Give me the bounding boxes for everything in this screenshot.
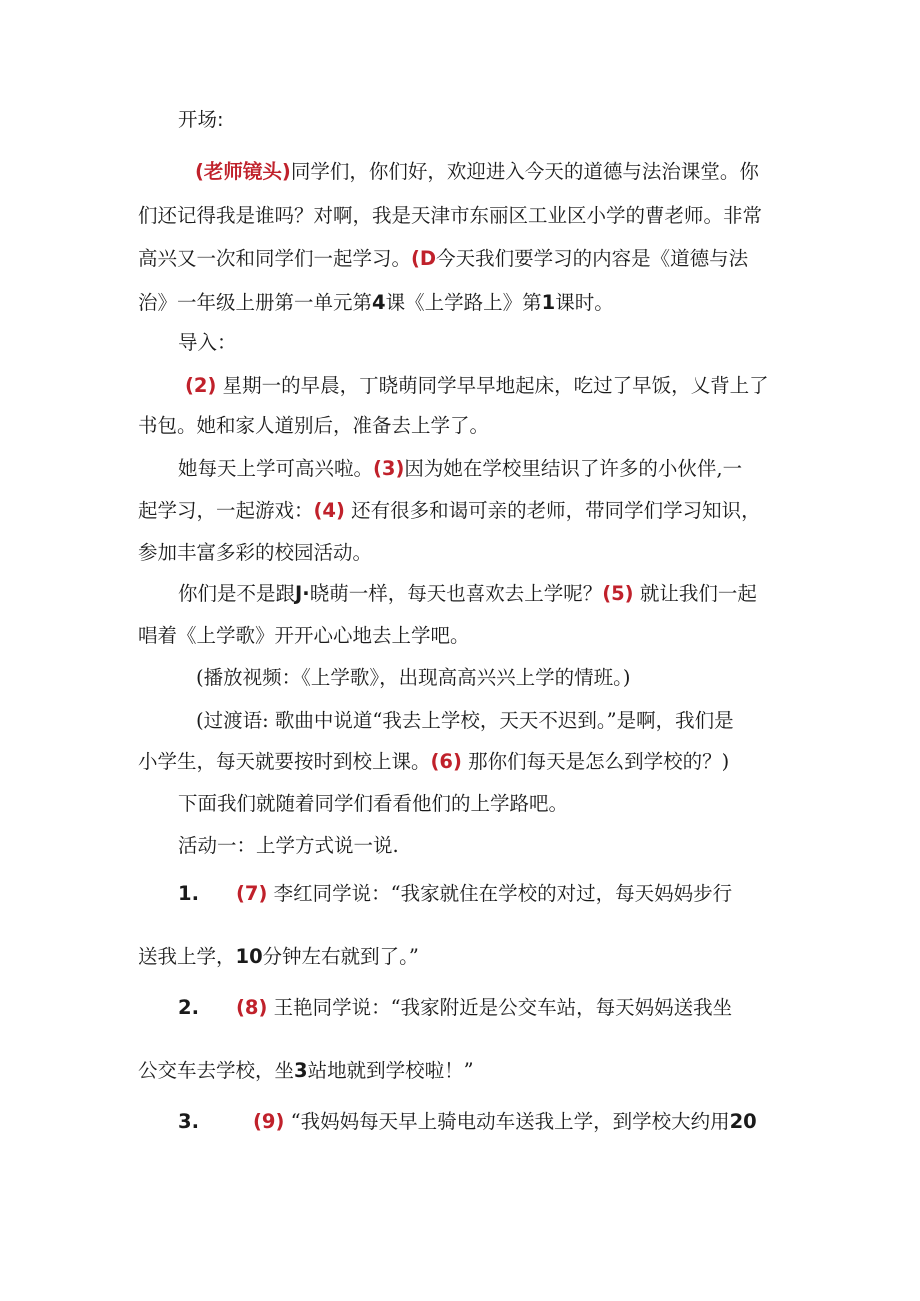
section-heading: 开场: bbox=[178, 108, 224, 131]
text-span: 课《上学路上》第 bbox=[385, 291, 542, 314]
text-span: 你们是不是跟 bbox=[178, 582, 296, 605]
number-span: 1 bbox=[541, 291, 556, 314]
text-span: 她每天上学可高兴啦。 bbox=[178, 457, 374, 480]
list-item-continuation bbox=[138, 1057, 474, 1085]
cue-marker: (6) bbox=[430, 750, 462, 773]
cue-marker: (D bbox=[411, 247, 437, 270]
list-item bbox=[253, 1108, 757, 1136]
text-span: 今天我们要学习的内容是《道德与法 bbox=[436, 247, 749, 270]
activity-heading: 活动一：上学方式说一说. bbox=[178, 834, 399, 857]
number-span: 10 bbox=[235, 945, 263, 968]
number-span: 4 bbox=[372, 291, 386, 314]
text-span: 送我上学， bbox=[138, 945, 236, 968]
text-span: 王艳同学说：“我家附近是公交车站，每天妈妈送我坐 bbox=[273, 996, 733, 1019]
text-span: 还有很多和谒可亲的老师，带同学们学习知识， bbox=[351, 499, 761, 522]
number-span: 3 bbox=[294, 1059, 308, 1082]
cue-marker: (3) bbox=[373, 457, 405, 480]
list-number: 2. bbox=[178, 996, 199, 1019]
paragraph-line: (过渡语: 歌曲中说道“我去上学校，天天不迟到。”是啊，我们是 bbox=[196, 709, 734, 732]
text-span: 就让我们一起 bbox=[639, 582, 757, 605]
paragraph-line bbox=[185, 372, 769, 400]
text-span: 分钟左右就到了。” bbox=[262, 945, 419, 968]
text-span: 公交车去学校，坐 bbox=[138, 1059, 295, 1082]
paragraph-line bbox=[138, 748, 729, 776]
paragraph-line: 们还记得我是谁吗？对啊，我是天津市东丽区工业区小学的曹老师。非常 bbox=[138, 204, 763, 227]
cue-marker: (9) bbox=[253, 1110, 285, 1133]
paragraph-line bbox=[138, 245, 748, 273]
paragraph-line: 参加丰富多彩的校园活动。 bbox=[138, 541, 373, 564]
cue-marker: (4) bbox=[313, 499, 345, 522]
text-span: 站地就到学校啦！” bbox=[307, 1059, 474, 1082]
list-item-continuation bbox=[138, 943, 419, 971]
list-item bbox=[236, 994, 732, 1022]
text-span: 晓萌一样，每天也喜欢去上学呢？ bbox=[309, 582, 603, 605]
text-span: 那你们每天是怎么到学校的？) bbox=[468, 750, 730, 773]
paragraph-line: (播放视频：《上学歌》，出现高高兴兴上学的情班。) bbox=[196, 666, 631, 689]
cue-marker: (8) bbox=[236, 996, 268, 1019]
text-span: J· bbox=[295, 582, 310, 605]
paragraph-line bbox=[138, 289, 614, 317]
list-number: 1. bbox=[178, 882, 199, 905]
cue-marker: (5) bbox=[602, 582, 634, 605]
paragraph-line bbox=[178, 580, 757, 608]
text-span: 李红同学说：“我家就住在学校的对过，每天妈妈步行 bbox=[273, 882, 733, 905]
text-span: 因为她在学校里结识了许多的小伙伴,一 bbox=[404, 457, 743, 480]
paragraph-line bbox=[178, 455, 742, 483]
paragraph-line bbox=[195, 158, 759, 186]
cue-marker: (7) bbox=[236, 882, 268, 905]
list-item bbox=[236, 880, 732, 908]
intro-label: 导入： bbox=[178, 331, 237, 354]
paragraph-line bbox=[138, 497, 761, 525]
text-span: 治》一年级上册第一单元第 bbox=[138, 291, 373, 314]
text-span: 小学生，每天就要按时到校上课。 bbox=[138, 750, 431, 773]
cue-marker: (老师镜头) bbox=[195, 160, 291, 183]
text-span: 课时。 bbox=[555, 291, 614, 314]
text-span: 高兴又一次和同学们一起学习。 bbox=[138, 247, 412, 270]
list-number: 3. bbox=[178, 1110, 199, 1133]
paragraph-line: 书包。她和家人道别后，准备去上学了。 bbox=[138, 414, 490, 437]
text-span: 星期一的早晨，丁晓萌同学早早地起床，吃过了早饭，乂背上了 bbox=[222, 374, 769, 397]
text-span: 起学习，一起游戏： bbox=[138, 499, 314, 522]
paragraph-line: 唱着《上学歌》开开心心地去上学吧。 bbox=[138, 624, 470, 647]
cue-marker: (2) bbox=[185, 374, 217, 397]
text-span: 同学们，你们好，欢迎进入今天的道德与法治课堂。你 bbox=[290, 160, 759, 183]
text-span: “我妈妈每天早上骑电动车送我上学，到学校大约用 bbox=[290, 1110, 730, 1133]
paragraph-line: 下面我们就随着同学们看看他们的上学路吧。 bbox=[178, 792, 569, 815]
number-span: 20 bbox=[729, 1110, 757, 1133]
